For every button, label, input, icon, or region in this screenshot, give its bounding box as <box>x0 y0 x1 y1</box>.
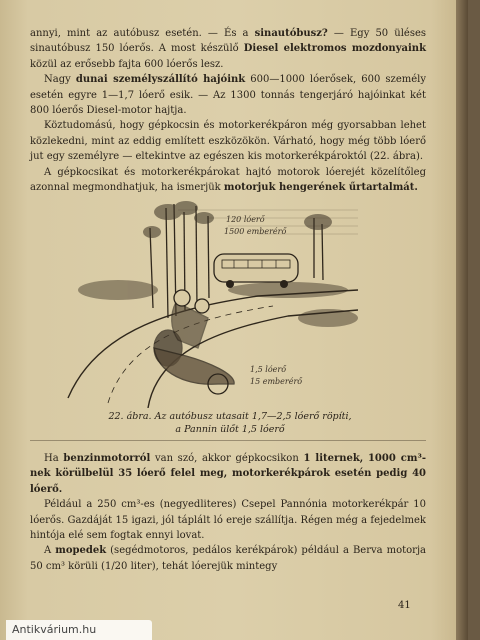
book-spine <box>456 0 468 640</box>
figure-22-illustration <box>58 198 358 408</box>
paragraph-2: Nagy dunai személyszállító hajóink 600—1000 lóerősek, 600 személy esetén egyre 1—1,7 lóerő esik. — Az 1300 tonnás tengerjáró hajóinkat két 800 lóerős Diesel-motor hajtja. <box>30 74 426 117</box>
paragraph-1: annyi, mint az autóbusz esetén. — És a sinautóbusz? — Egy 50 üléses sinautóbusz 150 lóerős. A most készülő Diesel elektromos mozdonyaink közül az erősebb fajta 600 lóerős lesz. <box>30 28 426 70</box>
paragraph-3: Köztudomású, hogy gépkocsin és motorkerékpáron még gyorsabban lehet közlekedni, mint az eddig említett eszközökön. Várható, hogy még több lóerő jut egy személyre — eltekintve az egészen kis motorkerékpároktól (22. ábra). <box>30 120 426 163</box>
moto-label-horsepower: 1,5 lóerő <box>250 365 287 374</box>
bus-label-manpower: 1500 emberérő <box>224 227 287 236</box>
text-block-bottom <box>30 451 426 574</box>
motorcycle-drawing <box>154 290 234 394</box>
rule-paragraph: Ha benzinmotorról van szó, akkor gépkocsikon 1 liternek, 1000 cm³-nek körülbelül 35 lóerő felel meg, motorkerékpárok esetén pedig 40 lóerő. <box>30 453 426 495</box>
bus-drawing <box>214 254 298 288</box>
figure-caption: 22. ábra. Az autóbusz utasait 1,7—2,5 lóerő röpíti, a Pannin ülőt 1,5 lóerő <box>108 411 352 435</box>
page-number: 41 <box>398 600 411 611</box>
paragraph-5: Például a 250 cm³-es (negyedliteres) Csepel Pannónia motorkerékpár 10 lóerős. Gazdáját 15 igazi, jól táplált ló ereje szállítja. Régen még a fejedelmek hintója elé sem fogtak ennyi lovat. <box>30 499 426 542</box>
paragraph-6: A mopedek (segédmotoros, pedálos kerékpárok) például a Berva motorja 50 cm³ körüli (1/20 liter), tehát lóerejük mintegy <box>30 545 426 572</box>
watermark-logo: Antikvárium.hu <box>6 620 152 640</box>
paragraph-4: A gépkocsikat és motorkerékpárokat hajtó motorok lóerejét közelítőleg azonnal megmondhatjuk, ha ismerjük motorjuk hengerének űrtartalmát. <box>30 166 426 194</box>
moto-label-manpower: 15 emberérő <box>250 377 303 386</box>
bus-label-horsepower: 120 lóerő <box>226 215 265 224</box>
section-divider <box>30 440 426 441</box>
text-block-top <box>30 26 426 195</box>
